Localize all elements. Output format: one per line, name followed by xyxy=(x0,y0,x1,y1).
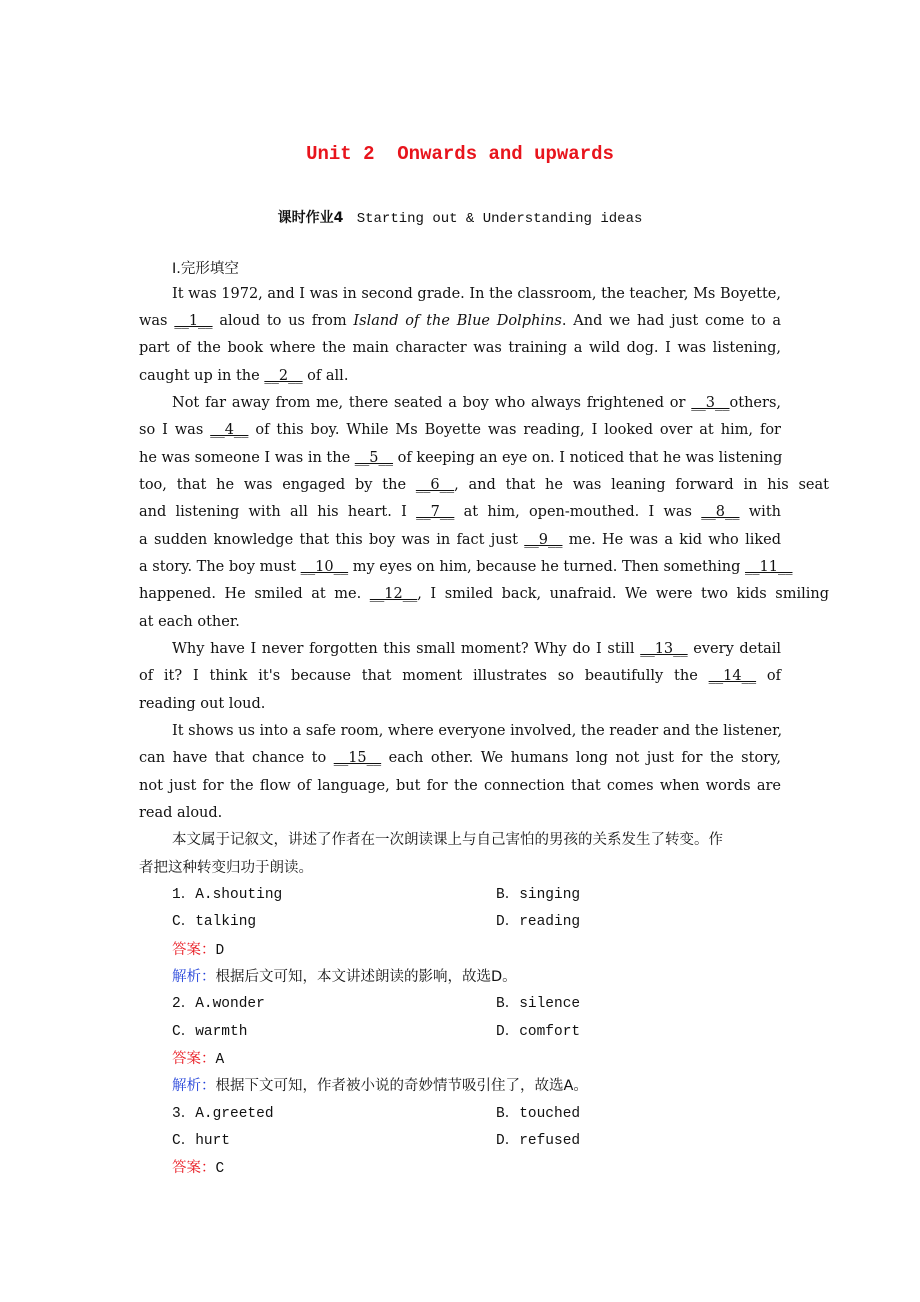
blank-13: __13__ xyxy=(640,641,688,657)
subtitle-en: Starting out & Understanding ideas xyxy=(356,211,643,227)
passage-line: he was someone I was in the __5__ of keeping an eye on. I noticed that he was listening xyxy=(139,450,783,466)
blank-14: __14__ xyxy=(708,668,757,684)
blank-1: __1__ xyxy=(174,313,213,329)
blank-3: __3__ xyxy=(691,395,730,411)
q2-explanation: 解析：根据下文可知，作者被小说的奇妙情节吸引住了，故选A。 xyxy=(172,1078,588,1094)
blank-11: __11__ xyxy=(745,559,793,575)
passage-line: Not far away from me, there seated a boy who always frightened or __3__others, xyxy=(172,395,781,411)
blank-2: __2__ xyxy=(264,368,303,384)
q1-option-d: D．reading xyxy=(496,914,581,930)
book-title: Island of the Blue Dolphins xyxy=(353,313,562,329)
passage-line: caught up in the __2__ of all. xyxy=(139,368,349,384)
blank-6: __6__ xyxy=(415,477,455,493)
q1-option-c: C．talking xyxy=(172,914,257,930)
q3-option-b: B．touched xyxy=(496,1106,581,1122)
passage-line: reading out loud. xyxy=(139,696,266,712)
q1-option-b: B．singing xyxy=(496,887,581,903)
passage-line: of it? I think it's because that moment illustrates so beautifully the __14__ of xyxy=(139,668,781,684)
section-heading: Ⅰ.完形填空 xyxy=(172,261,239,277)
q1-answer: 答案：D xyxy=(172,942,225,959)
passage-line: Why have I never forgotten this small moment? Why do I still __13__ every detail xyxy=(172,641,782,657)
passage-line: a story. The boy must __10__ my eyes on him, because he turned. Then something __11__ xyxy=(139,559,793,575)
passage-line: part of the book where the main character was training a wild dog. I was listening, xyxy=(139,340,781,356)
passage-line: not just for the flow of language, but for the connection that comes when words are xyxy=(139,778,781,794)
q2-option-c: C．warmth xyxy=(172,1024,248,1040)
passage-line: was __1__ aloud to us from Island of the Blue Dolphins. And we had just come to a xyxy=(139,313,782,329)
summary-line: 者把这种转变归功于朗读。 xyxy=(139,860,313,876)
subtitle-zh: 课时作业4 xyxy=(277,210,344,226)
passage-line: It was 1972, and I was in second grade. In the classroom, the teacher, Ms Boyette, xyxy=(172,286,781,302)
passage-line: can have that chance to __15__ each other. We humans long not just for the story, xyxy=(139,750,781,766)
passage-line: a sudden knowledge that this boy was in fact just __9__ me. He was a kid who liked xyxy=(139,532,782,548)
blank-12: __12__ xyxy=(369,586,418,602)
q2-option-b: B．silence xyxy=(496,996,581,1012)
passage-line: too, that he was engaged by the __6__, and that he was leaning forward in his seat xyxy=(139,477,829,493)
q2-option-d: D．comfort xyxy=(496,1024,581,1040)
passage-line: happened. He smiled at me. __12__, I smiled back, unafraid. We were two kids smiling xyxy=(139,586,829,602)
passage-line: and listening with all his heart. I __7__ at him, open-mouthed. I was __8__ with xyxy=(139,504,781,520)
blank-4: __4__ xyxy=(210,422,249,438)
passage-line: at each other. xyxy=(139,614,240,630)
q2-answer: 答案：A xyxy=(172,1051,225,1068)
q2-option-a: 2．A.wonder xyxy=(172,996,265,1012)
blank-8: __8__ xyxy=(701,504,740,520)
q3-option-a: 3．A.greeted xyxy=(172,1106,274,1122)
passage-line: It shows us into a safe room, where everyone involved, the reader and the listener, xyxy=(172,723,783,739)
q3-answer: 答案：C xyxy=(172,1160,225,1177)
blank-5: __5__ xyxy=(354,450,394,466)
page-title: Unit 2 Onwards and upwards xyxy=(306,143,614,165)
q3-option-d: D．refused xyxy=(496,1133,581,1149)
blank-15: __15__ xyxy=(333,750,382,766)
q1-explanation: 解析：根据后文可知，本文讲述朗读的影响，故选D。 xyxy=(172,969,517,985)
blank-9: __9__ xyxy=(524,532,563,548)
blank-10: __10__ xyxy=(300,559,349,575)
q3-option-c: C．hurt xyxy=(172,1133,231,1149)
passage-line: read aloud. xyxy=(139,805,223,821)
q1-option-a: 1．A.shouting xyxy=(172,887,283,903)
lesson-subtitle xyxy=(0,207,920,227)
summary-line: 本文属于记叙文，讲述了作者在一次朗读课上与自己害怕的男孩的关系发生了转变。作 xyxy=(172,832,723,848)
blank-7: __7__ xyxy=(416,504,455,520)
passage-line: so I was __4__ of this boy. While Ms Boyette was reading, I looked over at him, for xyxy=(139,422,781,438)
